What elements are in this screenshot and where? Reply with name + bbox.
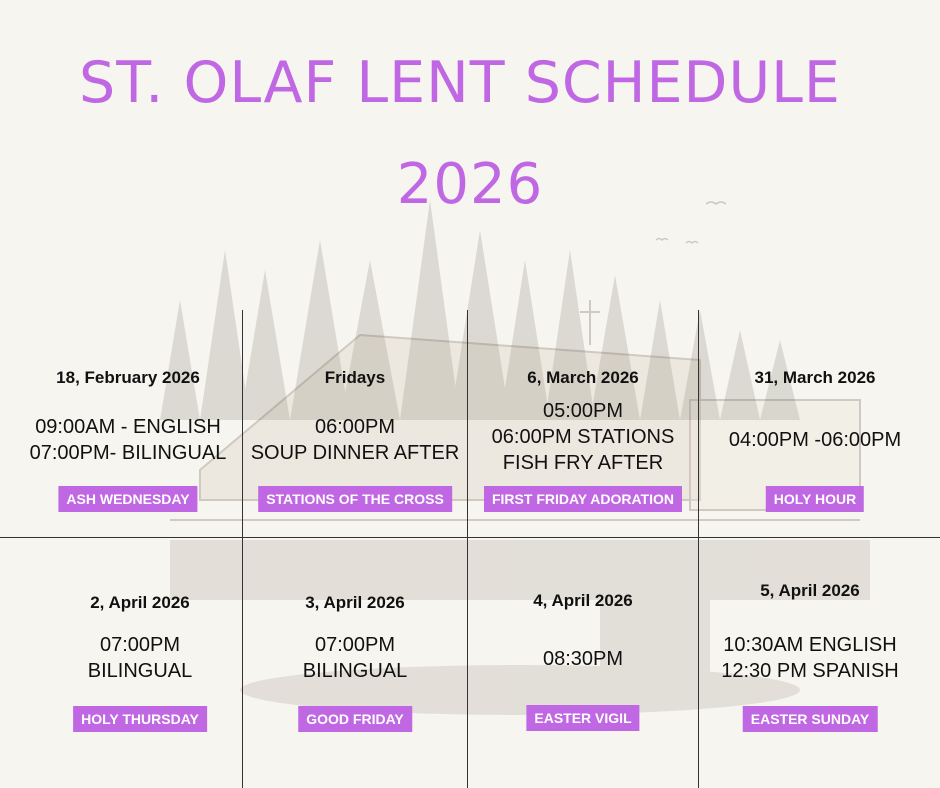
event-date: 18, February 2026 [56, 368, 200, 387]
event-label: STATIONS OF THE CROSS [258, 486, 452, 512]
event-time: FISH FRY AFTER [502, 452, 664, 474]
event-time: BILINGUAL [87, 660, 193, 682]
event-time: 08:30PM [542, 648, 624, 670]
event-time: 07:00PM [99, 634, 181, 656]
event-easter-vigil [470, 0, 696, 788]
event-holy-thursday [30, 0, 250, 788]
event-time: 12:30 PM SPANISH [721, 660, 899, 682]
event-date: 5, April 2026 [760, 581, 860, 600]
event-label: FIRST FRIDAY ADORATION [484, 486, 682, 512]
page-title: ST. OLAF LENT SCHEDULE [79, 50, 841, 116]
event-time: SOUP DINNER AFTER [250, 442, 460, 464]
event-label: HOLY THURSDAY [73, 706, 207, 732]
event-date: 6, March 2026 [527, 368, 639, 387]
event-date: 2, April 2026 [90, 593, 190, 612]
event-time: 05:00PM [542, 400, 624, 422]
event-good-friday [245, 0, 465, 788]
event-label: EASTER VIGIL [526, 705, 639, 731]
event-date: Fridays [324, 368, 386, 387]
event-date: 3, April 2026 [305, 593, 405, 612]
event-time: 07:00PM- BILINGUAL [29, 442, 227, 464]
event-time: 06:00PM STATIONS [491, 426, 675, 448]
event-label: EASTER SUNDAY [743, 706, 878, 732]
event-date: 4, April 2026 [533, 591, 633, 610]
event-label: GOOD FRIDAY [298, 706, 412, 732]
event-time: 04:00PM -06:00PM [728, 429, 902, 451]
event-label: HOLY HOUR [766, 486, 864, 512]
event-easter-sunday [700, 0, 920, 788]
event-time: 07:00PM [314, 634, 396, 656]
event-time: 09:00AM - ENGLISH [35, 416, 221, 438]
event-time: 10:30AM ENGLISH [723, 634, 897, 656]
event-time: 06:00PM [314, 416, 396, 438]
event-label: ASH WEDNESDAY [58, 486, 197, 512]
page-title-year: 2026 [396, 152, 544, 217]
event-date: 31, March 2026 [754, 368, 876, 387]
event-time: BILINGUAL [302, 660, 408, 682]
grid-divider [467, 310, 468, 788]
grid-divider [698, 310, 699, 788]
